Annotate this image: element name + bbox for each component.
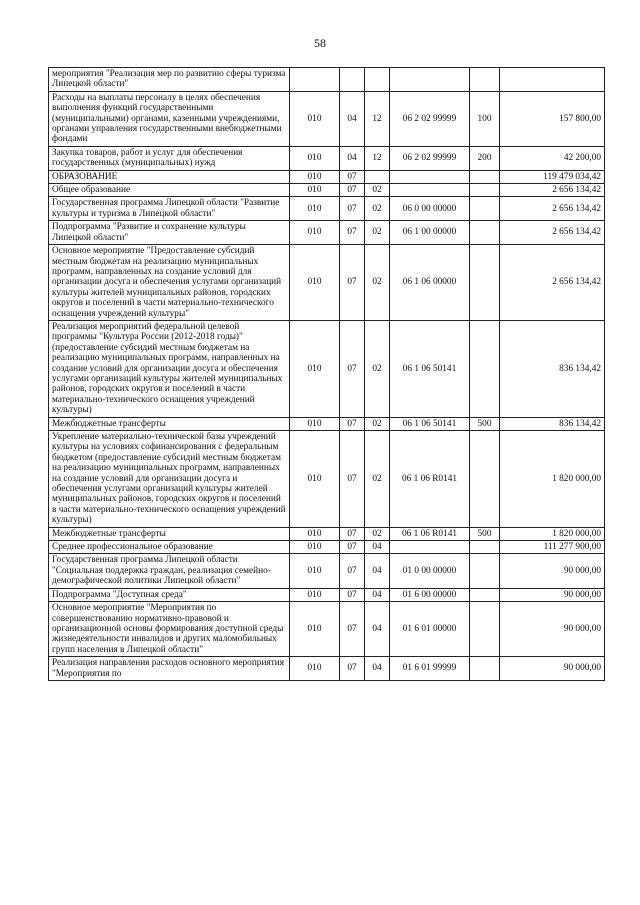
cell-admin-code: 010 bbox=[290, 417, 340, 430]
cell-subsection: 12 bbox=[365, 146, 390, 170]
table-row bbox=[49, 197, 605, 221]
cell-target-article bbox=[390, 170, 470, 183]
cell-admin-code: 010 bbox=[290, 431, 340, 528]
cell-section: 07 bbox=[340, 184, 365, 197]
cell-section: 07 bbox=[340, 245, 365, 321]
cell-target-article: 01 6 01 99999 bbox=[390, 657, 470, 681]
cell-amount: 119 479 034,42 bbox=[500, 170, 605, 183]
cell-subsection: 04 bbox=[365, 657, 390, 681]
cell-admin-code: 010 bbox=[290, 245, 340, 321]
cell-subsection: 02 bbox=[365, 221, 390, 245]
cell-amount: 836 134,42 bbox=[500, 320, 605, 417]
cell-amount: 111 277 900,00 bbox=[500, 541, 605, 554]
cell-expense-type bbox=[470, 170, 500, 183]
cell-amount: 2 656 134,42 bbox=[500, 184, 605, 197]
cell-subsection: 02 bbox=[365, 184, 390, 197]
cell-amount: 90 000,00 bbox=[500, 588, 605, 601]
cell-name: Подпрограмма "Доступная среда" bbox=[49, 588, 290, 601]
cell-name: Закупка товаров, работ и услуг для обеспечения государственных (муниципальных) нужд bbox=[49, 146, 290, 170]
cell-admin-code: 010 bbox=[290, 197, 340, 221]
cell-section: 07 bbox=[340, 554, 365, 588]
cell-amount: 1 820 000,00 bbox=[500, 431, 605, 528]
cell-expense-type: 500 bbox=[470, 417, 500, 430]
cell-subsection: 02 bbox=[365, 417, 390, 430]
cell-subsection: 04 bbox=[365, 554, 390, 588]
table-row bbox=[49, 91, 605, 146]
cell-section: 07 bbox=[340, 170, 365, 183]
cell-name: Общее образование bbox=[49, 184, 290, 197]
cell-target-article: 06 1 06 R0141 bbox=[390, 431, 470, 528]
cell-target-article: 06 1 06 50141 bbox=[390, 320, 470, 417]
cell-expense-type bbox=[470, 657, 500, 681]
cell-name: Подпрограмма "Развитие и сохранение культуры Липецкой области" bbox=[49, 221, 290, 245]
cell-section bbox=[340, 68, 365, 92]
cell-amount: 2 656 134,42 bbox=[500, 245, 605, 321]
table-row bbox=[49, 657, 605, 681]
cell-section: 04 bbox=[340, 146, 365, 170]
cell-name: Среднее профессиональное образование bbox=[49, 541, 290, 554]
cell-section: 07 bbox=[340, 602, 365, 657]
cell-amount: 90 000,00 bbox=[500, 554, 605, 588]
cell-section: 07 bbox=[340, 657, 365, 681]
cell-expense-type bbox=[470, 602, 500, 657]
cell-name: Межбюджетные трансферты bbox=[49, 527, 290, 540]
cell-section: 07 bbox=[340, 431, 365, 528]
cell-subsection: 02 bbox=[365, 197, 390, 221]
cell-name: Государственная программа Липецкой области "Развитие культуры и туризма в Липецкой области" bbox=[49, 197, 290, 221]
cell-name: ОБРАЗОВАНИЕ bbox=[49, 170, 290, 183]
cell-admin-code: 010 bbox=[290, 184, 340, 197]
cell-subsection: 02 bbox=[365, 245, 390, 321]
cell-amount: 90 000,00 bbox=[500, 602, 605, 657]
cell-expense-type bbox=[470, 221, 500, 245]
table-row bbox=[49, 554, 605, 588]
cell-name: Основное мероприятие "Мероприятия по совершенствованию нормативно-правовой и организационной основы формирования доступной среды жизнедеятельности инвалидов и других маломобильных групп населения в Липецкой области" bbox=[49, 602, 290, 657]
cell-admin-code: 010 bbox=[290, 91, 340, 146]
cell-subsection: 04 bbox=[365, 541, 390, 554]
cell-name: Государственная программа Липецкой области "Социальная поддержка граждан, реализация семейно-демографической политики Липецкой области" bbox=[49, 554, 290, 588]
cell-name: Межбюджетные трансферты bbox=[49, 417, 290, 430]
cell-subsection bbox=[365, 170, 390, 183]
cell-expense-type bbox=[470, 320, 500, 417]
cell-target-article bbox=[390, 541, 470, 554]
cell-expense-type bbox=[470, 197, 500, 221]
cell-section: 07 bbox=[340, 221, 365, 245]
table-row bbox=[49, 541, 605, 554]
table-row bbox=[49, 146, 605, 170]
page-number: 58 bbox=[314, 36, 326, 50]
cell-amount: 42 200,00 bbox=[500, 146, 605, 170]
cell-section: 07 bbox=[340, 588, 365, 601]
cell-target-article: 06 2 02 99999 bbox=[390, 146, 470, 170]
table-row bbox=[49, 431, 605, 528]
cell-expense-type bbox=[470, 245, 500, 321]
cell-amount bbox=[500, 68, 605, 92]
cell-subsection: 12 bbox=[365, 91, 390, 146]
cell-admin-code: 010 bbox=[290, 541, 340, 554]
cell-section: 07 bbox=[340, 197, 365, 221]
cell-expense-type bbox=[470, 68, 500, 92]
cell-target-article bbox=[390, 68, 470, 92]
table-row bbox=[49, 417, 605, 430]
cell-target-article: 06 1 06 00000 bbox=[390, 245, 470, 321]
cell-expense-type: 200 bbox=[470, 146, 500, 170]
cell-target-article: 06 0 00 00000 bbox=[390, 197, 470, 221]
table-row bbox=[49, 245, 605, 321]
cell-subsection: 02 bbox=[365, 320, 390, 417]
cell-target-article: 06 1 06 R0141 bbox=[390, 527, 470, 540]
cell-amount: 157 800,00 bbox=[500, 91, 605, 146]
cell-amount: 2 656 134,42 bbox=[500, 221, 605, 245]
cell-amount: 836 134,42 bbox=[500, 417, 605, 430]
cell-admin-code: 010 bbox=[290, 554, 340, 588]
cell-admin-code: 010 bbox=[290, 657, 340, 681]
table-row bbox=[49, 588, 605, 601]
cell-section: 07 bbox=[340, 417, 365, 430]
cell-section: 07 bbox=[340, 541, 365, 554]
cell-admin-code: 010 bbox=[290, 588, 340, 601]
table-row bbox=[49, 68, 605, 92]
table-row bbox=[49, 221, 605, 245]
cell-name: мероприятия "Реализация мер по развитию сферы туризма Липецкой области" bbox=[49, 68, 290, 92]
cell-target-article: 06 1 00 00000 bbox=[390, 221, 470, 245]
table-row bbox=[49, 184, 605, 197]
cell-subsection: 04 bbox=[365, 588, 390, 601]
cell-subsection: 02 bbox=[365, 527, 390, 540]
cell-target-article: 06 2 02 99999 bbox=[390, 91, 470, 146]
cell-name: Расходы на выплаты персоналу в целях обеспечения выполнения функций государственными (муниципальными) органами, казенными учреждениями, органами управления государственными внебюджетными фондами bbox=[49, 91, 290, 146]
table-row bbox=[49, 602, 605, 657]
cell-name: Укрепление материально-технической базы учреждений культуры на условиях софинансирования с федеральным бюджетом (предоставление субсидий местным бюджетам на реализацию муниципальных программ, направленных на создание условий для организации досуга и обеспечения услугами организаций культуры жителей муниципальных районов, городских округов и поселений в части материально-технического оснащения учреждений культуры) bbox=[49, 431, 290, 528]
cell-admin-code: 010 bbox=[290, 602, 340, 657]
cell-admin-code bbox=[290, 68, 340, 92]
cell-section: 04 bbox=[340, 91, 365, 146]
cell-target-article bbox=[390, 184, 470, 197]
cell-name: Основное мероприятие "Предоставление субсидий местным бюджетам на реализацию муниципальных программ, направленных на создание условий для организации досуга и обеспечения услугами организаций культуры жителей муниципальных районов, городских округов и поселений в части материально-технического оснащения учреждений культуры" bbox=[49, 245, 290, 321]
cell-target-article: 06 1 06 50141 bbox=[390, 417, 470, 430]
cell-admin-code: 010 bbox=[290, 320, 340, 417]
cell-target-article: 01 6 01 00000 bbox=[390, 602, 470, 657]
cell-expense-type bbox=[470, 588, 500, 601]
cell-subsection: 04 bbox=[365, 602, 390, 657]
cell-admin-code: 010 bbox=[290, 170, 340, 183]
cell-subsection: 02 bbox=[365, 431, 390, 528]
cell-subsection bbox=[365, 68, 390, 92]
cell-name: Реализация направления расходов основного мероприятия "Мероприятия по bbox=[49, 657, 290, 681]
budget-table bbox=[48, 67, 605, 681]
cell-section: 07 bbox=[340, 320, 365, 417]
cell-admin-code: 010 bbox=[290, 146, 340, 170]
cell-amount: 90 000,00 bbox=[500, 657, 605, 681]
cell-expense-type bbox=[470, 184, 500, 197]
cell-expense-type: 100 bbox=[470, 91, 500, 146]
table-row bbox=[49, 320, 605, 417]
cell-expense-type: 500 bbox=[470, 527, 500, 540]
table-row bbox=[49, 527, 605, 540]
cell-target-article: 01 6 00 00000 bbox=[390, 588, 470, 601]
cell-expense-type bbox=[470, 431, 500, 528]
budget-table-body bbox=[49, 68, 605, 681]
table-row bbox=[49, 170, 605, 183]
cell-admin-code: 010 bbox=[290, 221, 340, 245]
cell-target-article: 01 0 00 00000 bbox=[390, 554, 470, 588]
cell-amount: 2 656 134,42 bbox=[500, 197, 605, 221]
cell-admin-code: 010 bbox=[290, 527, 340, 540]
cell-name: Реализация мероприятий федеральной целевой программы "Культура России (2012-2018 годы)" (предоставление субсидий местным бюджетам на реализацию муниципальных программ, направленных на создание условий для организации досуга и обеспечения услугами организаций культуры жителей муниципальных районов, городских округов и поселений в части материально-технического оснащения учреждений культуры) bbox=[49, 320, 290, 417]
cell-section: 07 bbox=[340, 527, 365, 540]
cell-expense-type bbox=[470, 554, 500, 588]
cell-expense-type bbox=[470, 541, 500, 554]
cell-amount: 1 820 000,00 bbox=[500, 527, 605, 540]
